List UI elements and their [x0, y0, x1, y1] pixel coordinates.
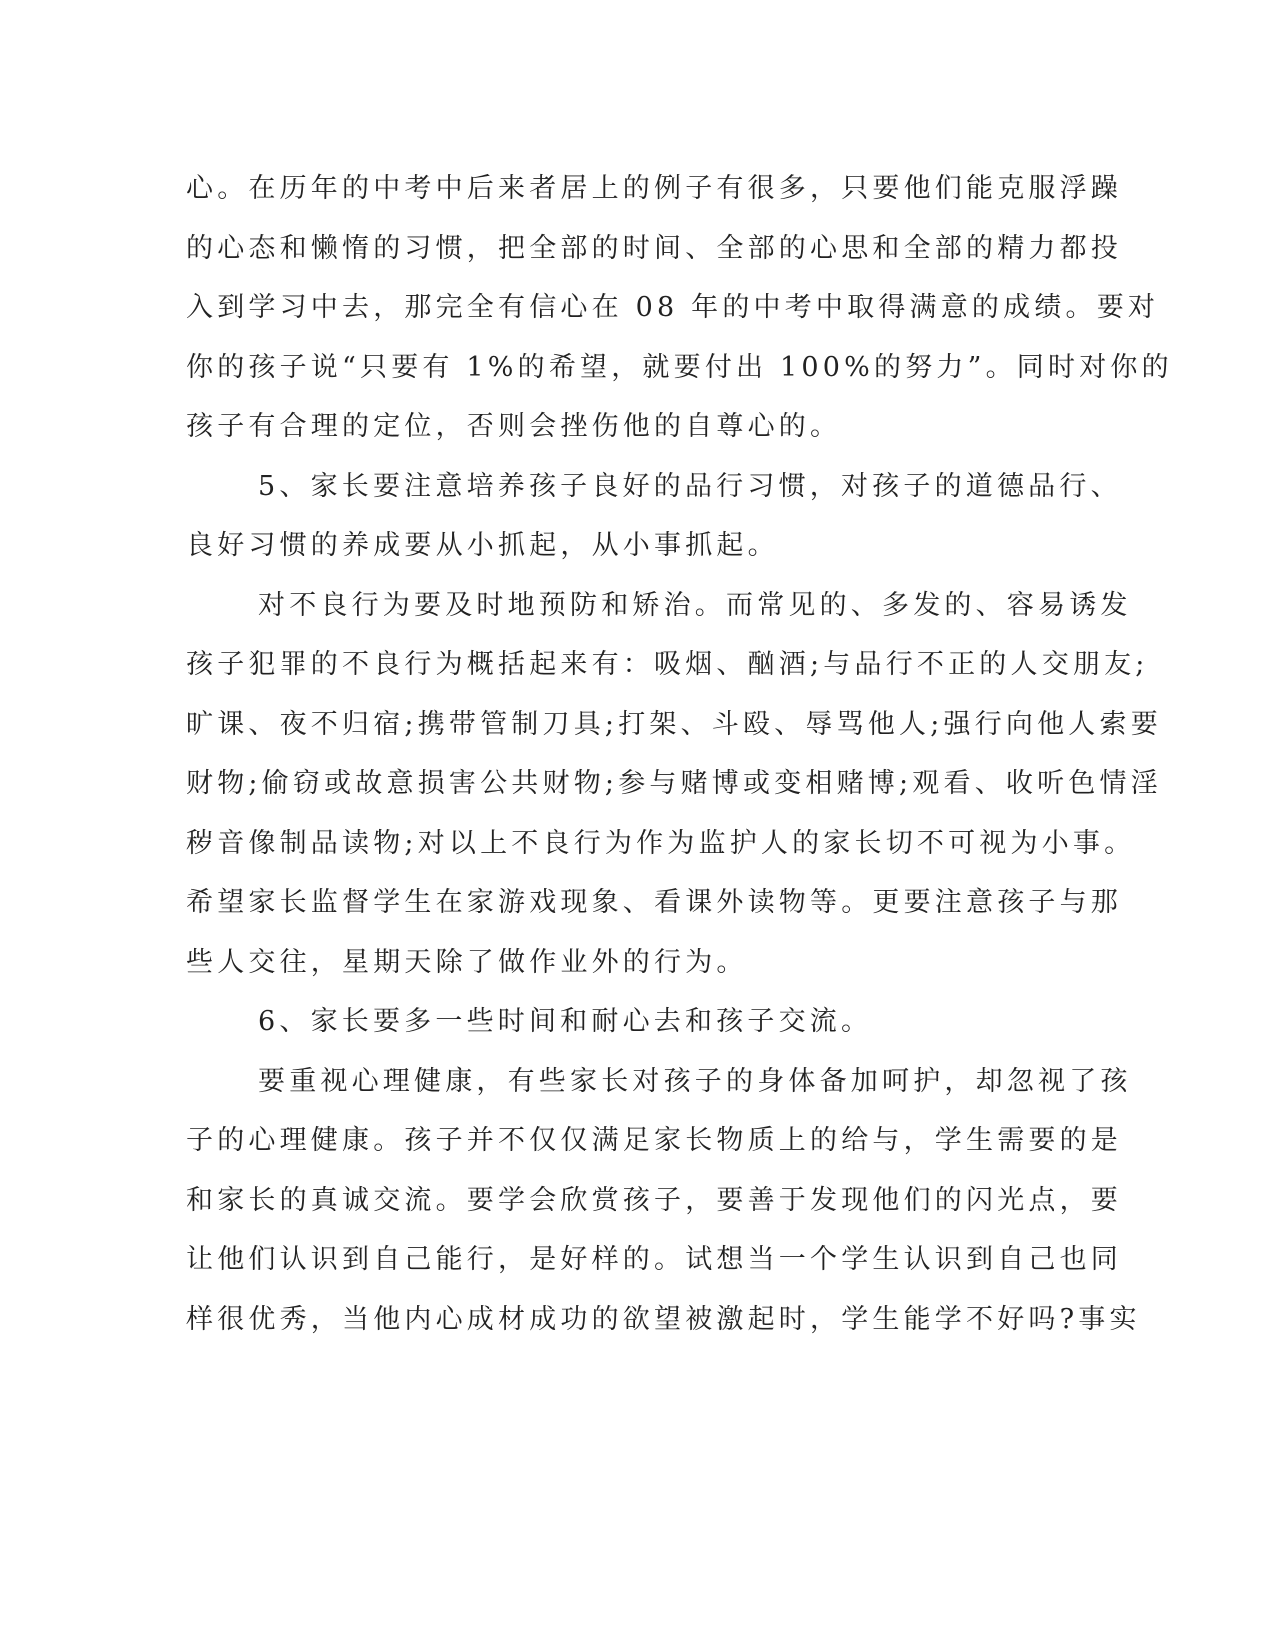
section-heading-6: 6、家长要多一些时间和耐心去和孩子交流。 [258, 1006, 873, 1037]
paragraph-start: 要重视心理健康，有些家长对孩子的身体备加呵护，却忽视了孩 [258, 1065, 1132, 1097]
text-line: 你的孩子说“只要有 1%的希望，就要付出 100%的努力”。同时对你的 [186, 351, 1173, 383]
text-line: 入到学习中去，那完全有信心在 08 年的中考中取得满意的成绩。要对 [186, 292, 1160, 323]
paragraph-start: 对不良行为要及时地预防和矫治。而常见的、多发的、容易诱发 [258, 589, 1132, 621]
text-line: 心。在历年的中考中后来者居上的例子有很多，只要他们能克服浮躁 [186, 173, 1122, 204]
section-heading-5: 5、家长要注意培养孩子良好的品行习惯，对孩子的道德品行、 [258, 470, 1122, 502]
text-line: 让他们认识到自己能行，是好样的。试想当一个学生认识到自己也同 [186, 1244, 1122, 1275]
text-line: 孩子有合理的定位，否则会挫伤他的自尊心的。 [186, 411, 842, 442]
text-line: 财物;偷窃或故意损害公共财物;参与赌博或变相赌博;观看、收听色情淫 [186, 768, 1162, 799]
text-line: 希望家长监督学生在家游戏现象、看课外读物等。更要注意孩子与那 [186, 887, 1122, 918]
body-text [186, 159, 1173, 1349]
text-line: 子的心理健康。孩子并不仅仅满足家长物质上的给与，学生需要的是 [186, 1125, 1122, 1156]
text-line: 的心态和懒惰的习惯，把全部的时间、全部的心思和全部的精力都投 [186, 232, 1122, 264]
text-line: 和家长的真诚交流。要学会欣赏孩子，要善于发现他们的闪光点，要 [186, 1184, 1122, 1216]
text-line: 样很优秀，当他内心成材成功的欲望被激起时，学生能学不好吗?事实 [186, 1303, 1141, 1335]
text-line: 旷课、夜不归宿;携带管制刀具;打架、斗殴、辱骂他人;强行向他人索要 [186, 708, 1162, 740]
text-line: 孩子犯罪的不良行为概括起来有：吸烟、酗酒;与品行不正的人交朋友; [186, 649, 1149, 680]
text-line: 秽音像制品读物;对以上不良行为作为监护人的家长切不可视为小事。 [186, 827, 1136, 859]
text-line: 些人交往，星期天除了做作业外的行为。 [186, 946, 748, 978]
text-line: 良好习惯的养成要从小抓起，从小事抓起。 [186, 530, 779, 561]
